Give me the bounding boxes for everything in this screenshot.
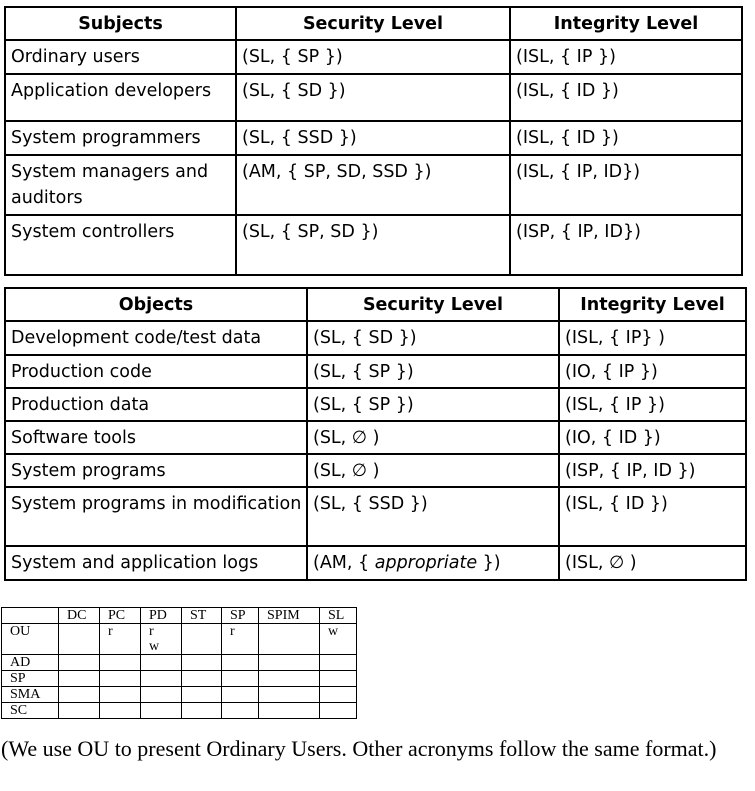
subject-name: System programmers: [11, 128, 201, 148]
object-security-level: (SL, { SD }): [313, 328, 417, 348]
subject-integrity-level: (ISL, { ID }): [516, 81, 619, 101]
matrix-cell: [320, 687, 357, 703]
matrix-cell: r w: [141, 624, 182, 655]
matrix-cell: [320, 703, 357, 719]
matrix-cell: [59, 655, 100, 671]
matrix-corner: [2, 608, 59, 624]
objects-security-header: Security Level: [307, 288, 559, 321]
matrix-cell: [182, 624, 222, 655]
security-suffix: }): [477, 553, 501, 573]
matrix-cell: [141, 703, 182, 719]
object-name: Development code/test data: [11, 328, 262, 348]
object-name: Production data: [11, 395, 150, 415]
matrix-row: [2, 687, 357, 703]
security-prefix: (AM, {: [313, 553, 375, 573]
matrix-cell: [59, 687, 100, 703]
matrix-cell: [182, 655, 222, 671]
subject-integrity-level: (ISL, { ID }): [516, 128, 619, 148]
matrix-cell: [182, 671, 222, 687]
object-integrity-level: (IO, { ID }): [565, 428, 661, 448]
matrix-cell: [222, 687, 259, 703]
footnote: (We use OU to present Ordinary Users. Other acronyms follow the same format.): [1, 736, 717, 761]
table-row: [5, 454, 746, 487]
subject-name: Ordinary users: [11, 47, 140, 67]
matrix-column-header: ST: [182, 608, 222, 624]
matrix-cell: [259, 703, 320, 719]
object-security-level: (SL, ∅ ): [313, 428, 380, 448]
subject-name: Application developers: [11, 81, 212, 101]
table-row: [5, 74, 742, 121]
subjects-header: Subjects: [5, 7, 236, 40]
matrix-cell: [259, 624, 320, 655]
matrix-cell: [182, 703, 222, 719]
matrix-column-header: PD: [141, 608, 182, 624]
subject-security-level: (SL, { SSD }): [242, 128, 357, 148]
table-row: [5, 487, 746, 546]
object-security-level: (SL, { SSD }): [313, 494, 428, 514]
matrix-row-label: SP: [2, 671, 59, 687]
matrix-row: [2, 655, 357, 671]
matrix-cell: [59, 624, 100, 655]
matrix-column-header: DC: [59, 608, 100, 624]
matrix-cell: [100, 655, 141, 671]
object-integrity-level: (ISL, { ID }): [565, 494, 668, 514]
object-name: System programs: [11, 461, 166, 481]
matrix-row-label: SC: [2, 703, 59, 719]
matrix-cell: [59, 703, 100, 719]
subject-security-level: (SL, { SD }): [242, 81, 346, 101]
table-row: [5, 321, 746, 355]
subject-integrity-level: (ISL, { IP }): [516, 47, 616, 67]
matrix-cell: [259, 687, 320, 703]
subject-integrity-level: (ISL, { IP, ID}): [516, 162, 641, 182]
subject-security-level: (AM, { SP, SD, SSD }): [242, 162, 432, 182]
object-integrity-level: (ISL, { IP }): [565, 395, 665, 415]
table-row: [5, 388, 746, 421]
matrix-row-label: SMA: [2, 687, 59, 703]
matrix-cell: [59, 671, 100, 687]
objects-header: Objects: [5, 288, 307, 321]
object-integrity-level: (IO, { IP }): [565, 362, 658, 382]
matrix-cell: [182, 687, 222, 703]
matrix-cell: [100, 703, 141, 719]
matrix-cell: [222, 655, 259, 671]
matrix-cell: w: [320, 624, 357, 655]
subject-security-level: (SL, { SP }): [242, 47, 343, 67]
matrix-cell: [320, 655, 357, 671]
matrix-cell: [100, 671, 141, 687]
object-name: System and application logs: [11, 553, 259, 573]
object-security-level: [313, 547, 558, 576]
subject-security-level: (SL, { SP, SD }): [242, 222, 379, 242]
object-integrity-level: (ISL, { IP} ): [565, 328, 665, 348]
object-security-level: (SL, { SP }): [313, 395, 414, 415]
matrix-cell: [259, 671, 320, 687]
table-row: [5, 421, 746, 454]
object-name: Software tools: [11, 428, 136, 448]
matrix-cell: [222, 671, 259, 687]
objects-integrity-header: Integrity Level: [559, 288, 746, 321]
matrix-cell: r: [100, 624, 141, 655]
matrix-cell: [141, 655, 182, 671]
subjects-table: [4, 6, 743, 276]
matrix-row: [2, 624, 357, 655]
matrix-cell: [141, 687, 182, 703]
object-integrity-level: (ISL, ∅ ): [565, 553, 637, 573]
objects-table: [4, 287, 747, 581]
matrix-row: [2, 671, 357, 687]
table-row: [5, 40, 742, 74]
matrix-row: [2, 703, 357, 719]
matrix-column-header: SP: [222, 608, 259, 624]
matrix-column-header: SL: [320, 608, 357, 624]
matrix-cell: [100, 687, 141, 703]
matrix-row-label: OU: [2, 624, 59, 655]
subject-name: System managers and auditors: [11, 162, 209, 208]
table-row: [5, 215, 742, 275]
subject-name: System controllers: [11, 222, 175, 242]
matrix-column-header: PC: [100, 608, 141, 624]
table-row: [5, 355, 746, 388]
access-matrix: [1, 607, 357, 719]
matrix-cell: [222, 703, 259, 719]
matrix-cell: r: [222, 624, 259, 655]
subjects-security-header: Security Level: [236, 7, 510, 40]
matrix-row-label: AD: [2, 655, 59, 671]
table-row: [5, 546, 746, 580]
subjects-integrity-header: Integrity Level: [510, 7, 742, 40]
object-security-level: (SL, { SP }): [313, 362, 414, 382]
object-name: System programs in modification: [11, 494, 302, 514]
matrix-cell: [141, 671, 182, 687]
matrix-cell: [259, 655, 320, 671]
matrix-cell: [320, 671, 357, 687]
table-row: [5, 121, 742, 155]
object-integrity-level: (ISP, { IP, ID }): [565, 461, 696, 481]
subject-integrity-level: (ISP, { IP, ID}): [516, 222, 641, 242]
matrix-column-header: SPIM: [259, 608, 320, 624]
object-name: Production code: [11, 362, 152, 382]
security-italic-term: appropriate: [374, 553, 478, 573]
object-security-level: (SL, ∅ ): [313, 461, 380, 481]
table-row: [5, 155, 742, 215]
